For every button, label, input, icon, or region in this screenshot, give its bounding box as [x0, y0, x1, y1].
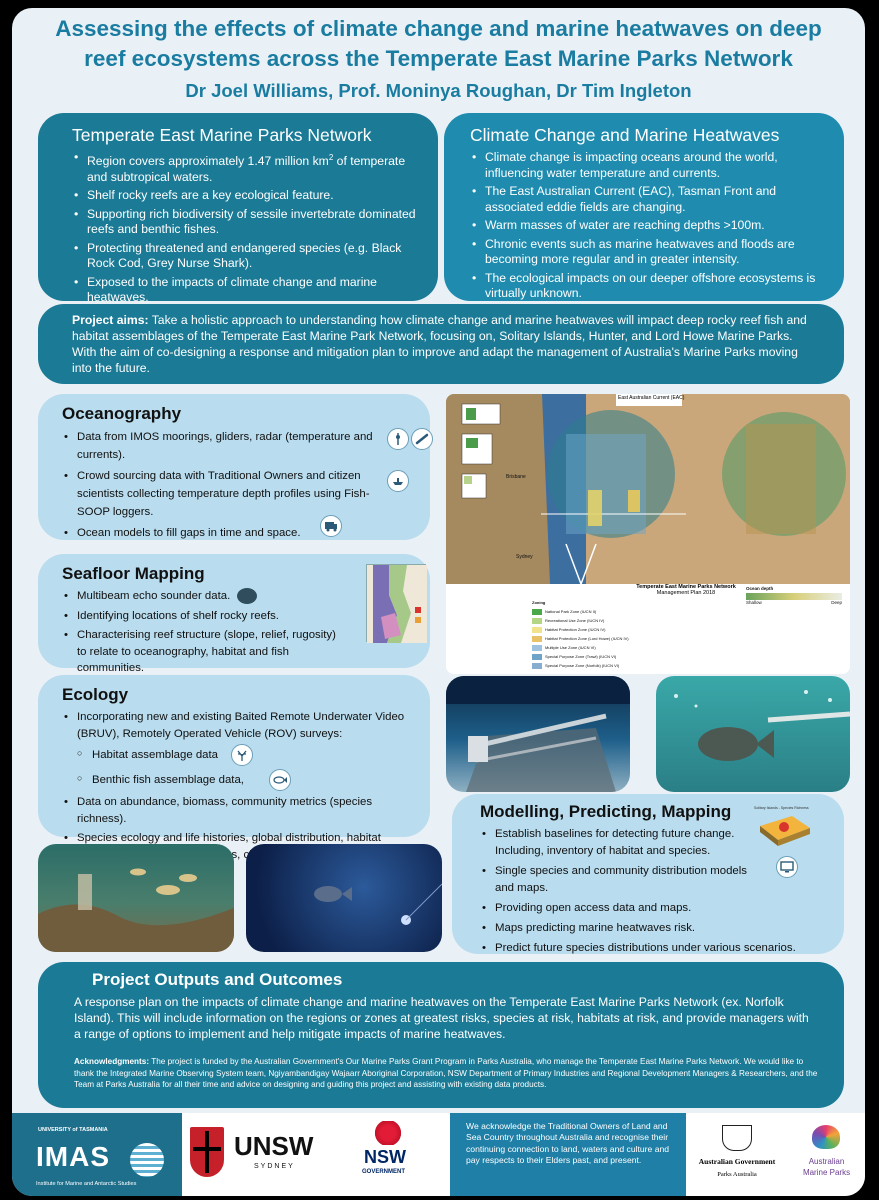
- climate-bullet: • Warm masses of water are reaching depths >100m.: [470, 218, 824, 234]
- map-city-brisbane: Brisbane: [506, 474, 526, 480]
- poster: [12, 8, 865, 1196]
- ecology-sub-bullet: ○ Habitat assemblage data: [77, 744, 416, 766]
- mooring-icon: [387, 428, 409, 450]
- footer: [12, 1113, 865, 1196]
- climate-bullet: • Chronic events such as marine heatwaves and floods are becoming more regular and in greater intensity.: [470, 237, 824, 268]
- legend-zone: National Park Zone (IUCN II): [532, 607, 632, 616]
- seafloor-bullet: • Characterising reef structure (slope, relief, rugosity) to relate to oceanography, habitat and fish communities.: [62, 627, 340, 677]
- map-legend-zoning: Zoning National Park Zone (IUCN II) Recreational Use Zone (IUCN IV) Habitat Protection Zone (IUCN IV) Habitat Protection Zone (Lord Howe) (IUCN IV) Multiple Use Zone (IUCN VI) Special Purpose Zone (Trawl) (IUCN VI) Special Purpose Zone (Norfolk) (IUCN VI): [532, 598, 632, 670]
- network-map-figure: [446, 394, 850, 674]
- legend-zone: Habitat Protection Zone (Lord Howe) (IUCN IV): [532, 634, 632, 643]
- coral-icon: [231, 744, 253, 766]
- ecology-sub-bullet: ○ Benthic fish assemblage data,: [77, 769, 416, 791]
- waratah-icon: [374, 1121, 402, 1145]
- australian-marine-parks-logo: Australian Marine Parks: [788, 1113, 865, 1196]
- modelling-bullet: • Predict future species distributions under various scenarios.: [480, 940, 806, 957]
- imas-globe-icon: [130, 1143, 164, 1177]
- species-richness-inset: Solitary Islands - Species Richness: [754, 806, 814, 852]
- modelling-bullet: • Establish baselines for detecting future change. Including, inventory of habitat and species.: [480, 826, 806, 860]
- oceanography-bullet: • Data from IMOS moorings, gliders, radar (temperature and currents).: [62, 428, 376, 464]
- fish-icon: [269, 769, 291, 791]
- network-bullet: • Region covers approximately 1.47 million $km^2$ of temperate and subtropical waters.: [72, 150, 418, 185]
- climate-bullet: • The East Australian Current (EAC), Tasman Front and associated eddie fields are changing.: [470, 184, 824, 215]
- network-title: Temperate East Marine Parks Network: [72, 125, 372, 145]
- glider-icon: [411, 428, 433, 450]
- utas-imas-logo: UNIVERSITY of TASMANIA IMAS Institute for Marine and Antarctic Studies: [12, 1113, 182, 1196]
- ecology-bullet: • Species ecology and life histories, global distribution, habitat: [62, 830, 416, 863]
- modelling-bullet: • Single species and community distribution models and maps.: [480, 863, 806, 897]
- poster-title: Assessing the effects of climate change and marine heatwaves on deep reef ecosystems across the Temperate East Marine Parks Network: [55, 16, 822, 71]
- acknowledgments: Acknowledgments: The project is funded by the Australian Government's Our Marine Parks Grant Program in Parks Australia, who manage the Temperate East Marine Parks Network. We would like to thank the Integrated Marine Observing System team, Ngiyambandigay Wajaarr Aboriginal Corporation, NSW Department of Primary Industries and Regional Development Managers & Researchers, and the Team at Parks Australia for all their time and advice on designing and guiding this project and assisting with existing data products.: [74, 1057, 818, 1089]
- network-bullet: • Shelf rocky reefs are a key ecological feature.: [72, 188, 418, 204]
- outputs-panel: [38, 962, 844, 1108]
- seafloor-map-thumbnail: [366, 564, 426, 642]
- bruv-photo: [446, 676, 630, 792]
- legend-zone: Habitat Protection Zone (IUCN IV): [532, 625, 632, 634]
- unsw-logo: UNSW SYDNEY: [182, 1113, 340, 1196]
- climate-bullet: • Climate change is impacting oceans around the world, influencing water temperature and currents.: [470, 150, 824, 181]
- unsw-crest-icon: [190, 1127, 224, 1177]
- climate-bullet: • The ecological impacts on our deeper offshore ecosystems is virtually unknown.: [470, 271, 824, 302]
- modelling-bullet: • Providing open access data and maps.: [480, 900, 806, 917]
- seafloor-bullet: • Identifying locations of shelf rocky reefs.: [62, 608, 340, 625]
- ecology-bullet: • Incorporating new and existing Baited Remote Underwater Video (BRUV), Remotely Operated Vehicle (ROV) surveys: ○ Habitat assemblage data ○ Benthic fish assemblage data,: [62, 709, 416, 791]
- map-title: Temperate East Marine Parks Network Management Plan 2018: [636, 584, 736, 596]
- network-bullet: • Protecting threatened and endangered species (e.g. Black Rock Cod, Grey Nurse Shark).: [72, 241, 418, 272]
- network-panel: [38, 113, 438, 305]
- climate-panel: [444, 113, 844, 301]
- fish-photo: [656, 676, 850, 792]
- ecology-panel: [38, 675, 430, 844]
- legend-zone: Special Purpose Zone (Norfolk) (IUCN VI): [532, 661, 632, 670]
- australian-government-logo: Australian Government Parks Australia: [686, 1113, 788, 1196]
- eac-label: East Australian Current (EAC): [618, 395, 685, 401]
- aims-panel: [38, 304, 844, 384]
- map-legend-depth: Ocean depth Shallow Deep: [746, 586, 842, 605]
- country-acknowledgement: We acknowledge the Traditional Owners of Land and Sea Country throughout Australia and recognise their continuing connection to land, waters and culture and pay respects to their Elders past, and present.: [450, 1113, 686, 1196]
- oceanography-bullet: • Crowd sourcing data with Traditional Owners and citizen scientists collecting temperature depth profiles using Fish-SOOP loggers.: [62, 467, 376, 521]
- marine-parks-flower-icon: [812, 1125, 840, 1149]
- modelling-bullet: • Maps predicting marine heatwaves risk.: [480, 920, 806, 937]
- multibeam-icon: [237, 588, 257, 604]
- seafloor-bullet: • Multibeam echo sounder data.: [62, 588, 340, 605]
- outputs-title: Project Outputs and Outcomes: [92, 970, 343, 989]
- aims-label: Project aims:: [72, 313, 149, 327]
- coat-of-arms-icon: [722, 1125, 752, 1151]
- ecology-title: Ecology: [62, 685, 129, 704]
- climate-title: Climate Change and Marine Heatwaves: [470, 125, 780, 145]
- legend-zone: Recreational Use Zone (IUCN IV): [532, 616, 632, 625]
- network-bullet: • Exposed to the impacts of climate change and marine heatwaves.: [72, 275, 418, 306]
- fish-soop-icon: [387, 470, 409, 492]
- computer-icon: [776, 856, 798, 878]
- network-bullet: • Supporting rich biodiversity of sessile invertebrate dominated reefs and benthic fishes.: [72, 207, 418, 238]
- poster-authors: Dr Joel Williams, Prof. Moninya Roughan, Dr Tim Ingleton: [185, 80, 692, 101]
- rov-photo: [246, 844, 442, 952]
- oceanography-title: Oceanography: [62, 404, 182, 423]
- ocean-model-icon: [320, 515, 342, 537]
- nsw-government-logo: NSW GOVERNMENT: [340, 1113, 450, 1196]
- map-city-sydney: Sydney: [516, 554, 533, 560]
- oceanography-panel: [38, 394, 430, 540]
- outputs-text: A response plan on the impacts of climate change and marine heatwaves on the Temperate East Marine Parks Network (ex. Norfolk Island). This will include information on the regions or zones at greatest risks, species at risk, habitats at risk, and provide managers with a range of options to implement and help mitigate impacts of marine heatwaves.: [74, 995, 809, 1041]
- seafloor-title: Seafloor Mapping: [62, 564, 205, 583]
- modelling-title: Modelling, Predicting, Mapping: [480, 802, 732, 821]
- modelling-panel: [452, 794, 844, 954]
- legend-zone: Special Purpose Zone (Trawl) (IUCN VI): [532, 652, 632, 661]
- oceanography-bullet: • Ocean models to fill gaps in time and space.: [62, 524, 376, 542]
- ecology-bullet: • Data on abundance, biomass, community metrics (species richness).: [62, 794, 416, 827]
- legend-zone: Multiple Use Zone (IUCN VI): [532, 643, 632, 652]
- aims-text: Take a holistic approach to understanding how climate change and marine heatwaves will impact deep rocky reef fish and habitat assemblages of the Temperate East Marine Park Network, focusing on, Solitary Islands, Hunter, and Lord Howe Marine Parks. With the aim of co-designing a response and mitigation plan to improve and adapt the management of Australia's Marine Parks moving into the future.: [72, 313, 807, 375]
- reef-photo: [38, 844, 234, 952]
- seafloor-panel: [38, 554, 430, 675]
